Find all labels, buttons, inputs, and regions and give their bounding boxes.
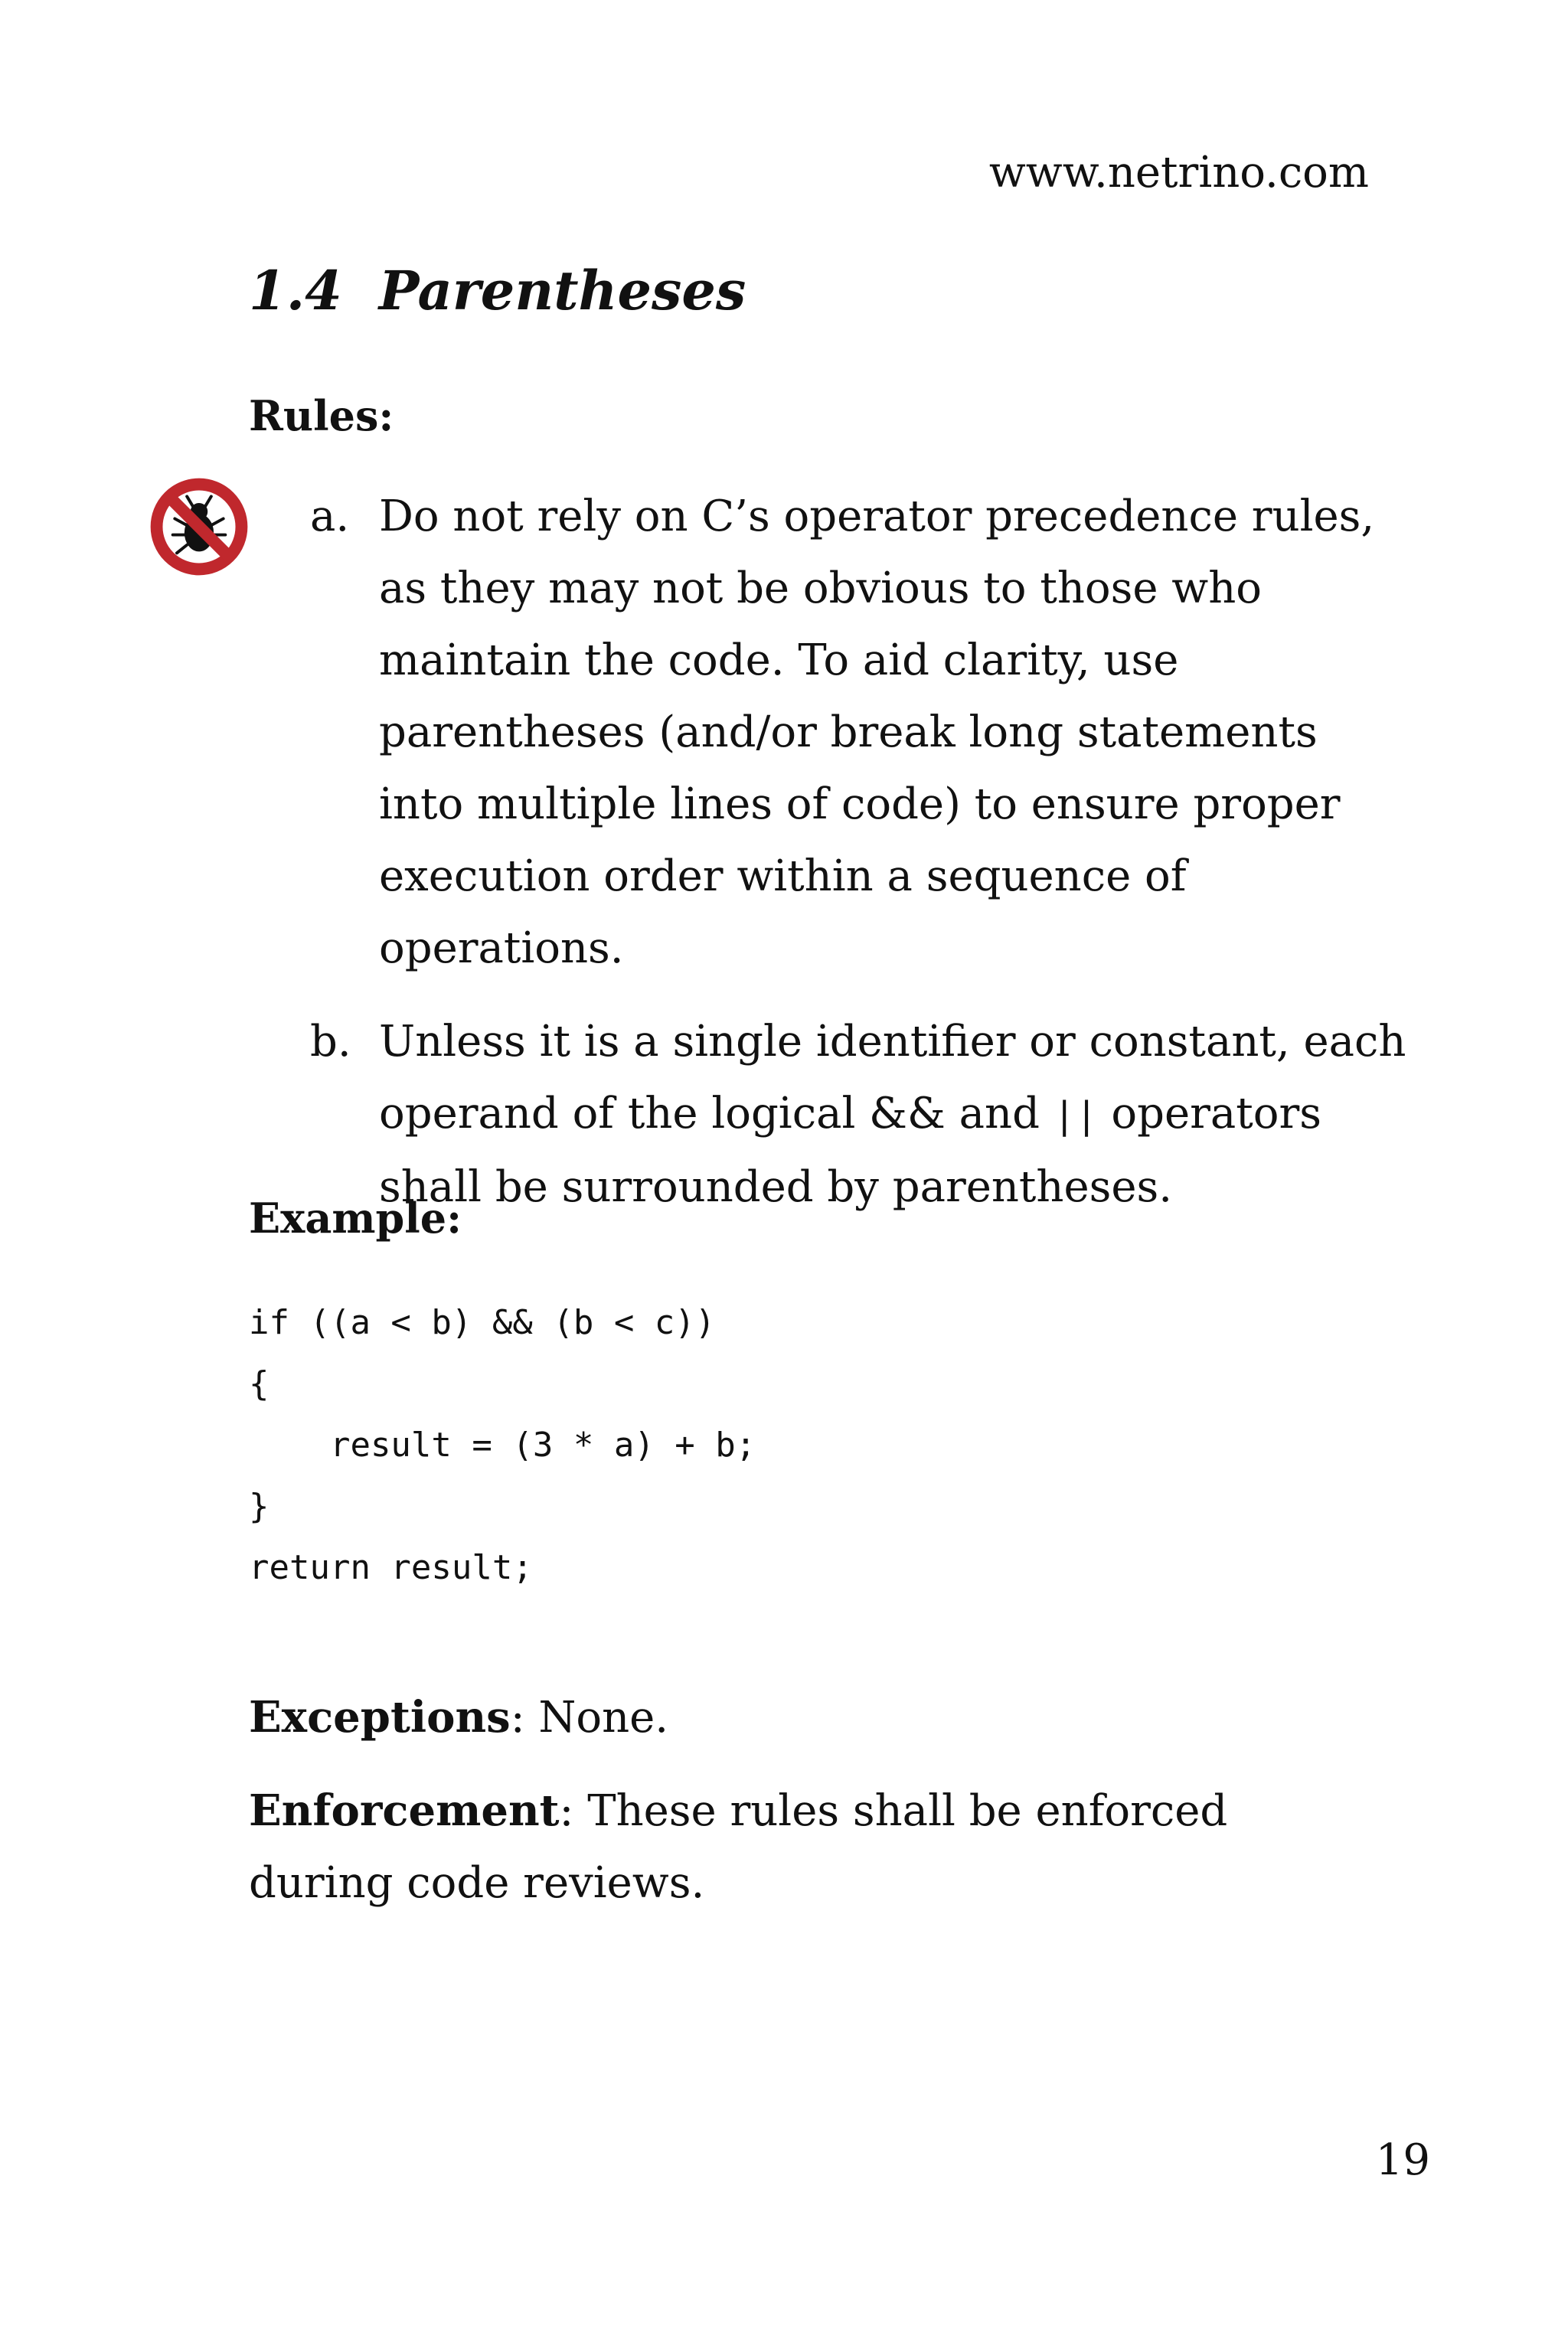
- section-number: 1.4: [249, 259, 342, 322]
- enforcement-paragraph: [249, 1775, 1351, 1919]
- enforcement-label: Enforcement: [249, 1785, 560, 1836]
- section-heading: Parentheses: [378, 259, 746, 322]
- rule-text-end: operators shall be surrounded by parentheses.: [379, 1089, 1321, 1212]
- rules-list: [310, 481, 1413, 1223]
- code-example: if ((a < b) && (b < c)) { result = (3 * a) + b; } return result;: [249, 1303, 756, 1587]
- rules-label: Rules:: [249, 391, 394, 440]
- rule-letter: b.: [310, 1017, 351, 1067]
- section-title: [249, 256, 746, 325]
- rule-letter: a.: [310, 492, 350, 541]
- exceptions-label: Exceptions: [249, 1692, 511, 1743]
- exceptions-paragraph: [249, 1681, 1351, 1754]
- rule-text: Do not rely on C’s operator precedence rules, as they may not be obvious to those who maintain the code. To aid clarity, use parentheses (and/or break long statements into multiple lines of code) to ensure proper execution order within a sequence of operations.: [379, 492, 1375, 973]
- rule-item: [310, 481, 1413, 985]
- or-operator: ||: [1053, 1094, 1098, 1137]
- rule-item: [310, 1006, 1413, 1223]
- no-bug-icon: [149, 476, 250, 577]
- rule-text: Unless it is a single identifier or constant, each operand of the logical && and: [379, 1017, 1406, 1138]
- site-url: www.netrino.com: [988, 148, 1369, 198]
- page-number: 19: [1375, 2135, 1430, 2185]
- exceptions-text: : None.: [510, 1693, 669, 1743]
- enforcement-text: : These rules shall be enforced during code reviews.: [249, 1786, 1228, 1908]
- example-label: Example:: [249, 1194, 462, 1243]
